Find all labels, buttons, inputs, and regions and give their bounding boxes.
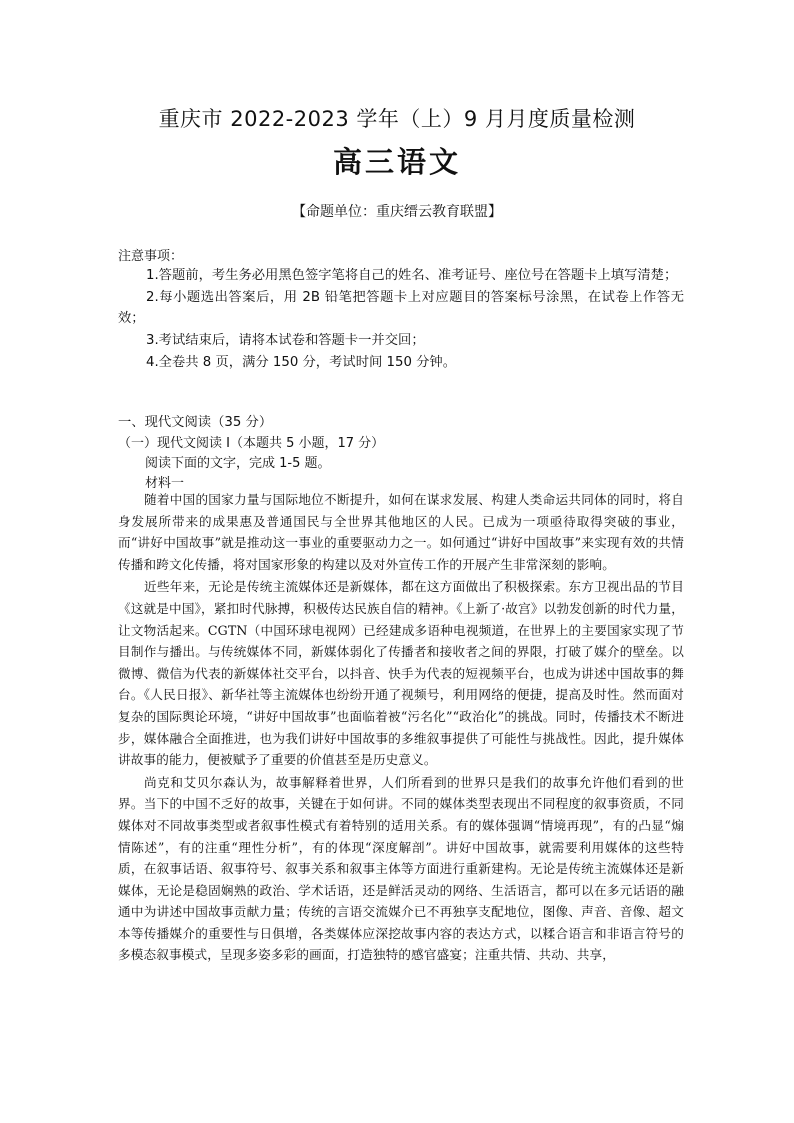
notice-item: 1.答题前，考生务必用黑色签字笔将自己的姓名、准考证号、座位号在答题卡上填写清楚； [146,268,678,283]
exam-title: 重庆市 2022-2023 学年（上）9 月月度质量检测 [158,107,636,131]
notice-item: 4.全卷共 8 页，满分 150 分，考试时间 150 分钟。 [146,354,457,370]
material-label: 材料一 [145,476,185,491]
reading-passage [118,489,684,967]
notice-heading: 注意事项： [118,249,184,264]
subject-title: 高三语文 [332,145,461,179]
author-unit: 【命题单位：重庆缙云教育联盟】 [292,204,502,220]
passage-paragraph: 尚克和艾贝尔森认为，故事解释着世界，人们所看到的世界只是我们的故事允许他们看到的世界。当下的中国不乏好的故事，关键在于如何讲。不同的媒体类型表现出不同程度的叙事资质，不同媒体对不同故事类型或者叙事性模式有着特别的适用关系。有的媒体强调“情境再现”，有的凸显“煽情陈述”，有的注重“理性分析”，有的体现“深度解剖”。讲好中国故事，就需要利用媒体的这些特质，在叙事话语、叙事符号、叙事关系和叙事主体等方面进行重新建构。无论是传统主流媒体还是新媒体，无论是稳固娴熟的政治、学术话语，还是鲜活灵动的网络、生活语言，都可以在多元话语的融通中为讲述中国故事贡献力量；传统的言语交流媒介已不再独享支配地位，图像、声音、音像、超文本等传播媒介的重要性与日俱增，各类媒体应深挖故事内容的表达方式，以糅合语言和非语言符号的多模态叙事模式，呈现多姿多彩的画面，打造独特的感官盛宴；注重共情、共动、共享， [118,774,684,963]
passage-paragraph: 随着中国的国家力量与国际地位不断提升，如何在谋求发展、构建人类命运共同体的同时，将自身发展所带来的成果惠及普通国民与全世界其他地区的人民。已成为一项亟待取得突破的事业，而“讲好中国故事”就是推动这一事业的重要驱动力之一。如何通过“讲好中国故事”来实现有效的共情传播和跨文化传播，将对国家形象的构建以及对外宣传工作的开展产生非常深刻的影响。 [118,492,684,572]
notice-list [118,265,684,374]
notice-item: 2.每小题选出答案后，用 2B 铅笔把答题卡上对应题目的答案标号涂黑，在试卷上作答无效； [118,289,684,327]
section-heading: 一、现代文阅读（35 分） [118,415,273,430]
notice-item: 3.考试结束后，请将本试卷和答题卡一并交回； [146,333,425,349]
subsection-heading: （一）现代文阅读 Ⅰ（本题共 5 小题，17 分） [118,436,385,451]
reading-instruction: 阅读下面的文字，完成 1-5 题。 [145,456,331,471]
passage-paragraph: 近些年来，无论是传统主流媒体还是新媒体，都在这方面做出了积极探索。东方卫视出品的节目《这就是中国》，紧扣时代脉搏，积极传达民族自信的精神。《上新了·故宫》以勃发创新的时代力量，让文物活起来。CGTN（中国环球电视网）已经建成多语种电视频道，在世界上的主要国家实现了节目制作与播出。与传统媒体不同，新媒体弱化了传播者和接收者之间的界限，打破了媒介的壁垒。以微博、微信为代表的新媒体社交平台，以抖音、快手为代表的短视频平台，也成为讲述中国故事的舞台。《人民日报》、新华社等主流媒体也纷纷开通了视频号，利用网络的便捷，提高及时性。然而面对复杂的国际舆论环境，“讲好中国故事”也面临着被“污名化”“政治化”的挑战。同时，传播技术不断进步，媒体融合全面推进，也为我们讲好中国故事的多维叙事提供了可能性与挑战性。因此，提升媒体讲故事的能力，便被赋予了重要的价值甚至是历史意义。 [118,579,684,768]
